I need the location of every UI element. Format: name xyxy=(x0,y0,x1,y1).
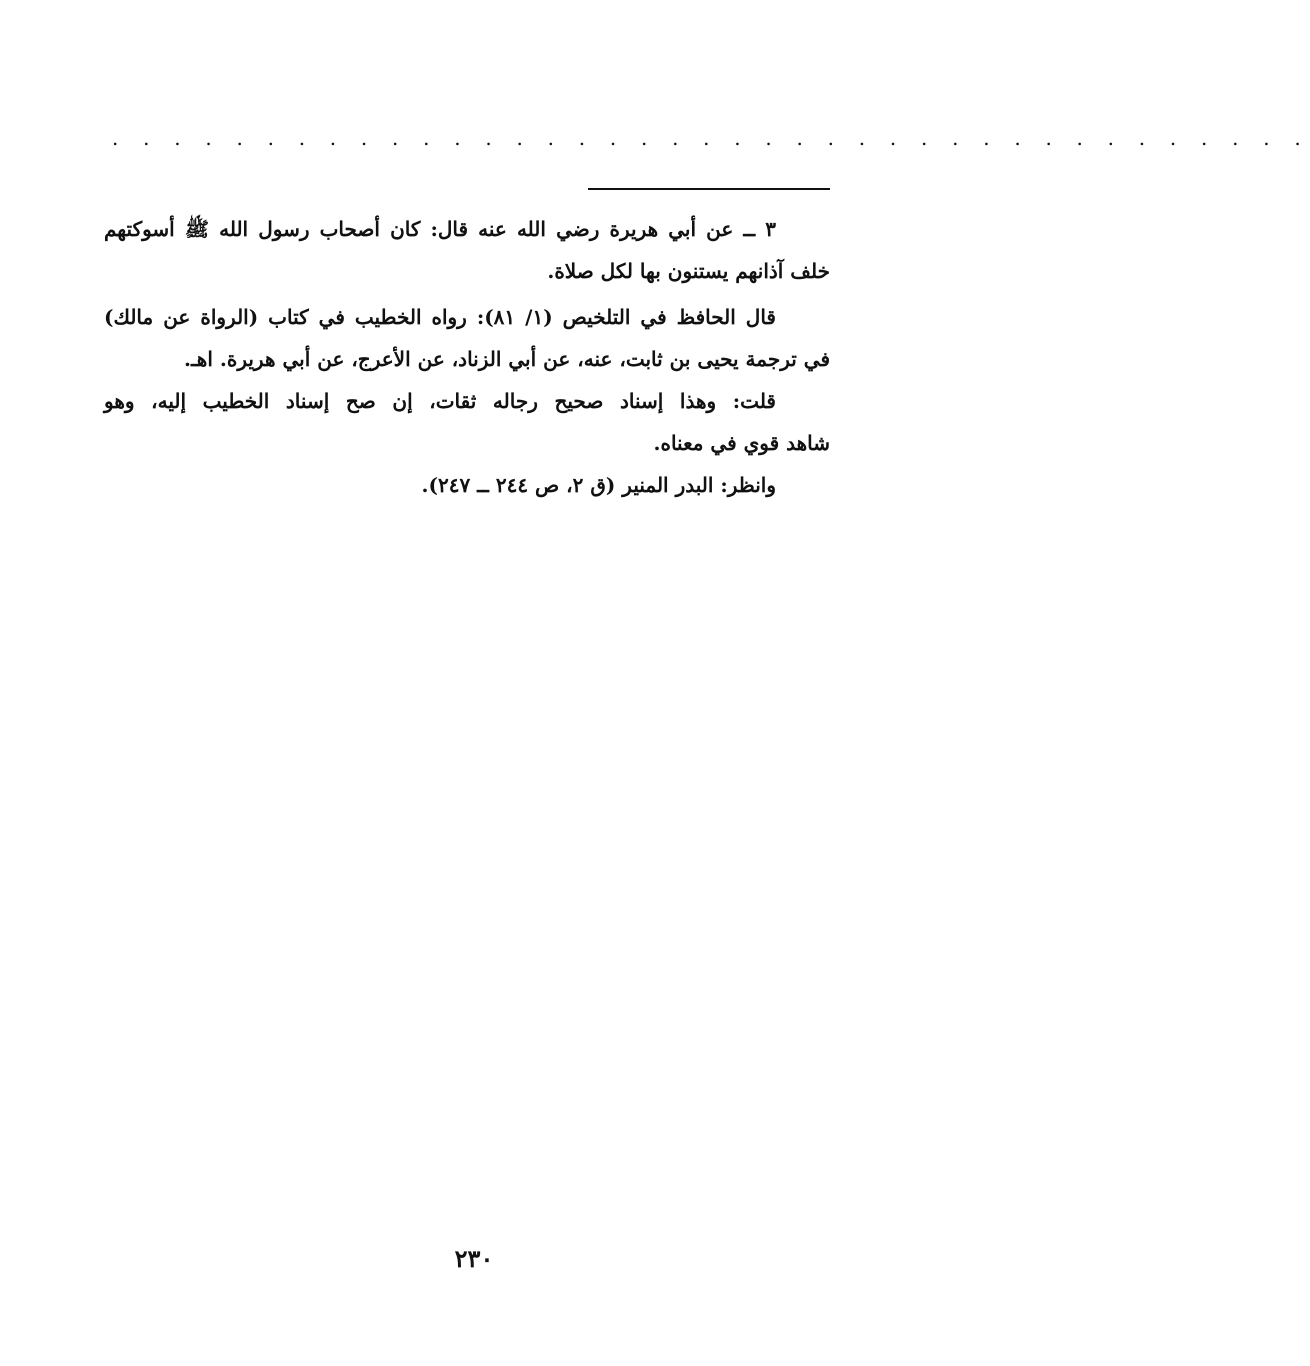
note-3-line-1: ٣ ــ عن أبي هريرة رضي الله عنه قال: كان أصحاب رسول الله ﷺ أسوكتهم xyxy=(104,217,776,241)
source-line-2: في ترجمة يحيى بن ثابت، عنه، عن أبي الزناد، عن الأعرج، عن أبي هريرة. اهـ. xyxy=(183,347,830,371)
dotted-separator: . . . . . . . . . . . . . . . . . . . . . . . . . . . . . . . . . . . . . . . xyxy=(112,126,1310,150)
source-line-1: قال الحافظ في التلخيص (١/ ٨١): رواه الخطيب في كتاب (الرواة عن مالك) xyxy=(104,305,776,329)
note-3-line-2: خلف آذانهم يستنون بها لكل صلاة. xyxy=(547,259,830,283)
page-number: ٢٣٠ xyxy=(454,1244,494,1273)
footnote-rule xyxy=(588,188,830,190)
comment-line-1: قلت: وهذا إسناد صحيح رجاله ثقات، إن صح إسناد الخطيب إليه، وهو xyxy=(104,389,776,413)
reference-line: وانظر: البدر المنير (ق ٢، ص ٢٤٤ ــ ٢٤٧). xyxy=(421,473,776,497)
footnotes-block xyxy=(104,208,830,506)
comment-line-2: شاهد قوي في معناه. xyxy=(653,431,830,455)
